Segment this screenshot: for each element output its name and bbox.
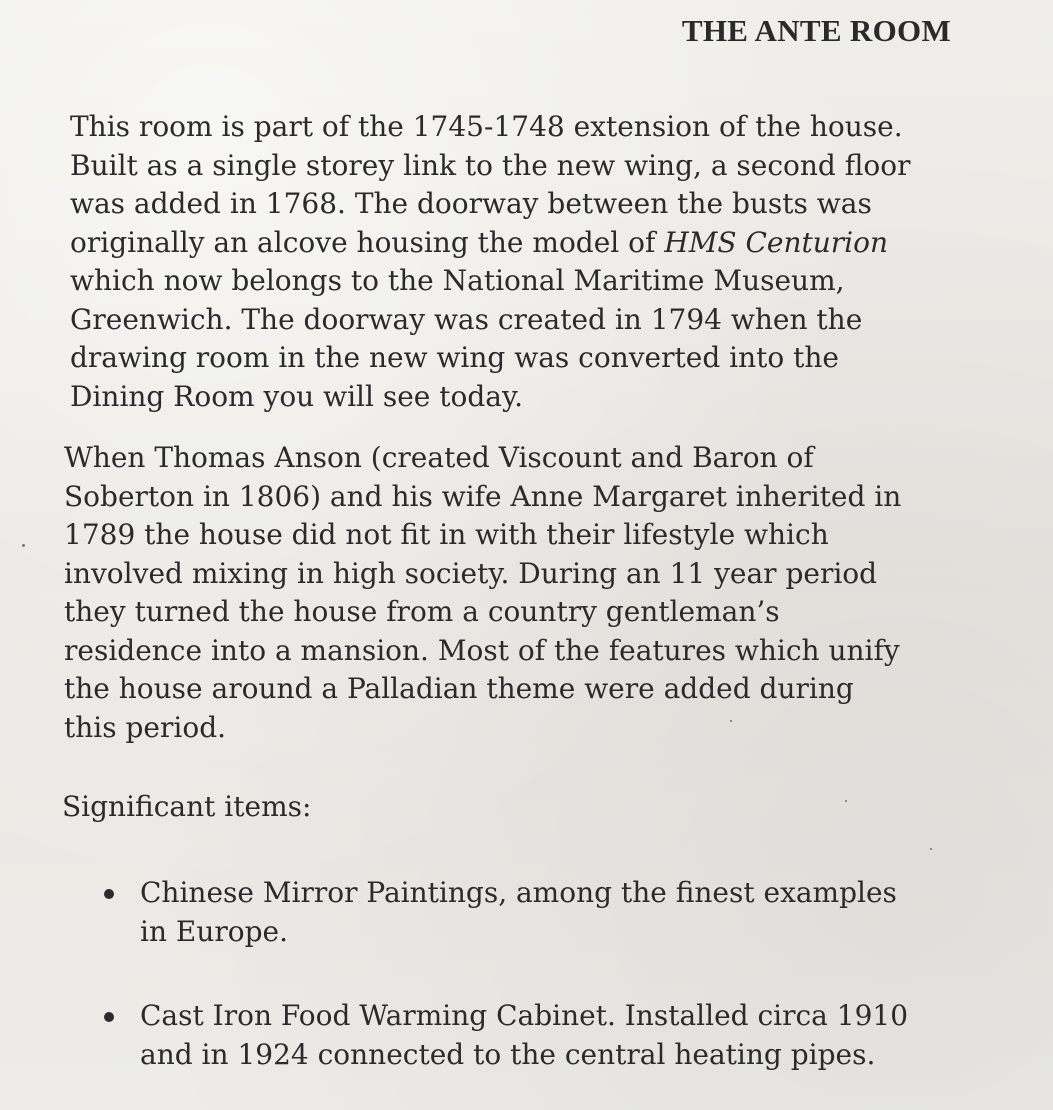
list-item-line: Cast Iron Food Warming Cabinet. Installed circa 1910	[140, 999, 909, 1032]
paragraph-line: Soberton in 1806) and his wife Anne Margaret inherited in	[64, 479, 902, 513]
paragraph-anson	[64, 439, 901, 747]
item-list	[100, 997, 908, 1074]
ship-name: HMS Centurion	[664, 225, 888, 259]
bullet-icon	[104, 889, 114, 899]
paragraph-line: drawing room in the new wing was converted into the	[70, 341, 840, 374]
paragraph-line: When Thomas Anson (created Viscount and Baron of	[64, 441, 814, 474]
paragraph-line: 1789 the house did not fit in with their lifestyle which	[64, 518, 829, 551]
list-item	[100, 997, 908, 1074]
paragraph-line: involved mixing in high society. During an 11 year period	[64, 556, 878, 590]
paragraph-line: this period.	[64, 710, 227, 744]
paragraph-line: Dining Room you will see today.	[70, 379, 523, 413]
paragraph-line: Greenwich. The doorway was created in 1794 when the	[70, 302, 863, 336]
item-list	[100, 874, 897, 951]
list-item-line: Chinese Mirror Paintings, among the finest examples	[140, 876, 897, 909]
bullet-icon	[104, 1012, 114, 1022]
paper-speck	[22, 544, 25, 547]
significant-items-heading: Significant items:	[62, 790, 312, 823]
paragraph-history	[70, 108, 911, 416]
paragraph-line: Built as a single storey link to the new wing, a second floor	[70, 148, 911, 182]
paragraph-line: This room is part of the 1745-1748 extension of the house.	[70, 110, 903, 143]
page-title: THE ANTE ROOM	[681, 13, 951, 48]
list-item	[100, 874, 897, 951]
list-item-line: in Europe.	[140, 914, 288, 948]
paragraph-line-prefix: originally an alcove housing the model of	[70, 225, 665, 259]
paragraph-line-ship	[70, 224, 911, 263]
paragraph-line: they turned the house from a country gentleman’s	[64, 595, 780, 628]
paragraph-line: was added in 1768. The doorway between the busts was	[70, 187, 872, 220]
paper-speck	[930, 848, 932, 850]
paragraph-line: which now belongs to the National Maritime Museum,	[70, 264, 845, 297]
list-item-line: and in 1924 connected to the central heating pipes.	[140, 1037, 876, 1071]
paper-speck	[845, 800, 847, 802]
paper-speck	[730, 720, 732, 722]
paragraph-line: the house around a Palladian theme were added during	[64, 672, 854, 705]
paragraph-line: residence into a mansion. Most of the features which unify	[64, 633, 900, 667]
